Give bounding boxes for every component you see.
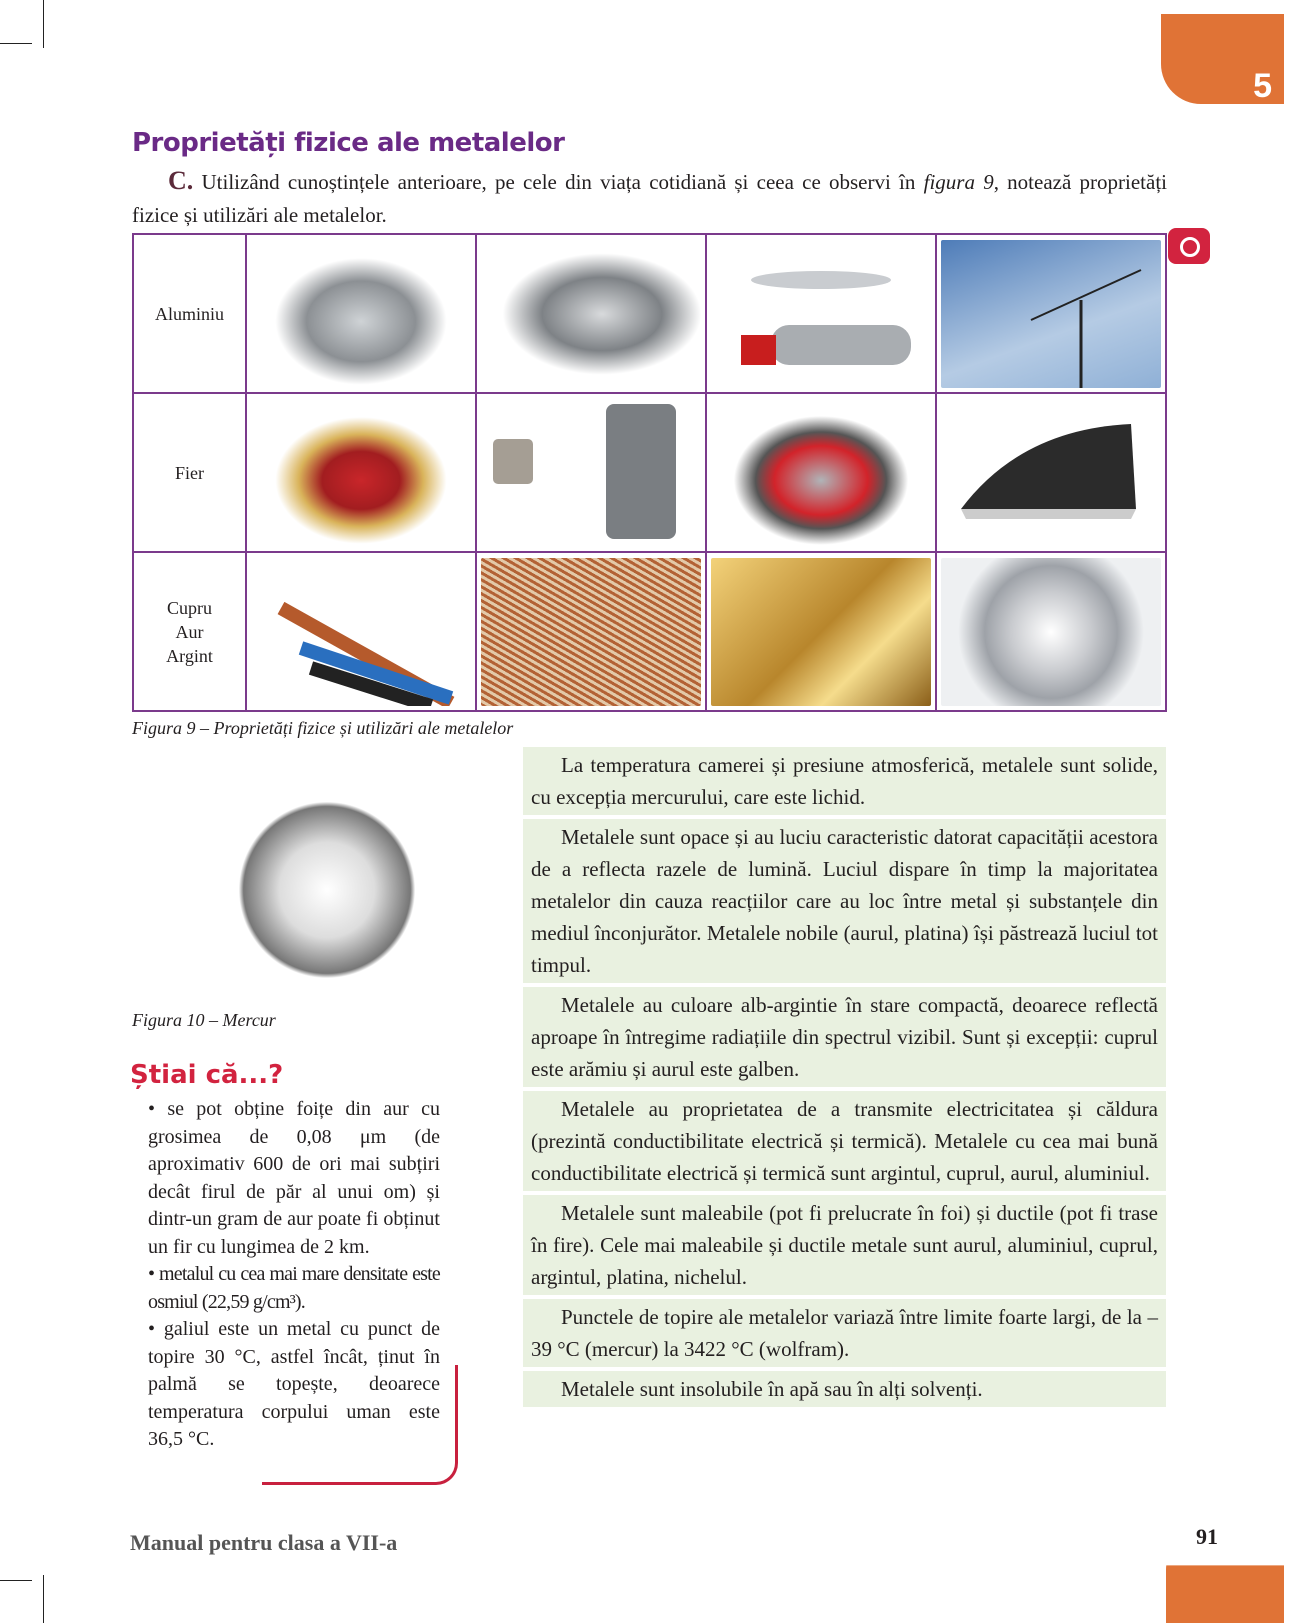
fact-text: metalul cu cea mai mare densitate este osmiul (22,59 g/cm³). (148, 1263, 440, 1313)
intro-text: , notează proprietăți fizice și utilizări ale metalelor. (132, 170, 1167, 227)
paragraph: Metalele sunt opace și au luciu caracteristic datorat capacității acestora de a reflecta razele de lumină. Luciul dispare în timp la majoritatea metalelor din cauza reacțiilor care au loc între metal și substanțele din mediul înconjurător. Metalele nobile (aurul, platina) își păstrează luciul tot timpul. (523, 819, 1166, 983)
label-line: Aur (175, 621, 204, 642)
gold-bars-image (711, 558, 931, 706)
fact-item: • galiul este un metal cu punct de topire 30 °C, astfel încât, ținut în palmă se topește, deoarece temperatura corpului uman este 36,5 °C. (148, 1318, 440, 1450)
paragraph: Metalele sunt insolubile în apă sau în alți solvenți. (523, 1371, 1166, 1407)
paragraph: La temperatura camerei și presiune atmosferică, metalele sunt solide, cu excepția mercurului, care este lichid. (523, 747, 1166, 815)
intro-text: Utilizând cunoștințele anterioare, pe cele din viața cotidiană și ceea ce observi în (201, 170, 924, 194)
clothes-iron-image (941, 399, 1161, 547)
copper-wire-coils-image (481, 558, 701, 706)
task-letter: C. (168, 166, 194, 195)
table-row (133, 393, 1166, 552)
fact-text: galiul este un metal cu punct de topire 30 °C, astfel încât, ținut în palmă se topește, deoarece temperatura corpului uman este 36,5 °C. (148, 1318, 440, 1450)
fact-text: se pot obține foițe din aur cu grosimea de 0,08 μm (de aproximativ 600 de ori mai subțiri decât firul de păr al unui om) și dintr-un gram de aur poate fi obținut un fir cu lungimea de 2 km. (148, 1098, 440, 1258)
metals-figure-table (132, 233, 1167, 712)
page-number: 91 (1196, 1524, 1218, 1549)
did-you-know-title: Știai că...? (130, 1060, 284, 1090)
table-row (133, 234, 1166, 393)
crop-mark (0, 1580, 32, 1581)
airplane-and-tanker-truck-image (711, 240, 931, 388)
tv-antenna-image (941, 240, 1161, 388)
table-row (133, 552, 1166, 711)
crop-mark (43, 1575, 44, 1623)
label-line: Argint (166, 645, 213, 666)
fact-item: • metalul cu cea mai mare densitate este osmiul (22,59 g/cm³). (148, 1263, 440, 1313)
footer-tab (1166, 1530, 1284, 1623)
tools-image (711, 399, 931, 547)
tractor-image (251, 399, 471, 547)
figure9-caption: Figura 9 – Proprietăți fizice și utilizări ale metalelor (132, 718, 514, 738)
properties-text (523, 747, 1166, 1411)
copper-cables-image (251, 558, 471, 706)
paragraph: Metalele au culoare alb-argintie în stare compactă, deoarece reflectă aproape în întregime radiațiile din spectrul vizibil. Sunt și excepții: cuprul este arămiu și aurul este galben. (523, 987, 1166, 1087)
figure-ref: figura 9 (923, 170, 994, 194)
mercury-image (132, 753, 457, 1002)
camera-icon[interactable] (1168, 228, 1210, 264)
paragraph: Metalele au proprietatea de a transmite electricitatea și căldura (prezintă conductibilitate electrică și termică). Metalele cu cea mai bună conductibilitate electrică și termică sunt argintul, cuprul, aurul, aluminiul. (523, 1091, 1166, 1191)
row-label: Aluminiu (133, 234, 246, 393)
chapter-number: 5 (1253, 67, 1272, 105)
chapter-tab (1161, 14, 1284, 104)
padlock-keys-and-steel-bin-image (481, 399, 701, 547)
paragraph: Metalele sunt maleabile (pot fi prelucrate în foi) și ductile (pot fi trase în fire). Cele mai maleabile și ductile metale sunt aurul, aluminiul, cuprul, argintul, platina, nichelul. (523, 1195, 1166, 1295)
crop-mark (0, 43, 32, 44)
label-line: Cupru (167, 597, 212, 618)
intro-paragraph (132, 164, 1167, 232)
figure10-caption: Figura 10 – Mercur (132, 1010, 276, 1030)
page-title: Proprietăți fizice ale metalelor (132, 128, 565, 158)
crop-mark (43, 0, 44, 48)
row-label: Fier (133, 393, 246, 552)
food-cans-image (251, 240, 471, 388)
fact-item: • se pot obține foițe din aur cu grosimea de 0,08 μm (de aproximativ 600 de ori mai subțiri decât firul de păr al unui om) și dintr-un gram de aur poate fi obținut un fir cu lungimea de 2 km. (148, 1098, 440, 1258)
box-border (262, 1365, 458, 1485)
row-label (133, 552, 246, 711)
footer-book-title: Manual pentru clasa a VII-a (130, 1530, 398, 1555)
paragraph: Punctele de topire ale metalelor variază între limite foarte largi, de la – 39 °C (mercur) la 3422 °C (wolfram). (523, 1299, 1166, 1367)
cooking-pots-image (481, 240, 701, 388)
silver-jewelry-image (941, 558, 1161, 706)
